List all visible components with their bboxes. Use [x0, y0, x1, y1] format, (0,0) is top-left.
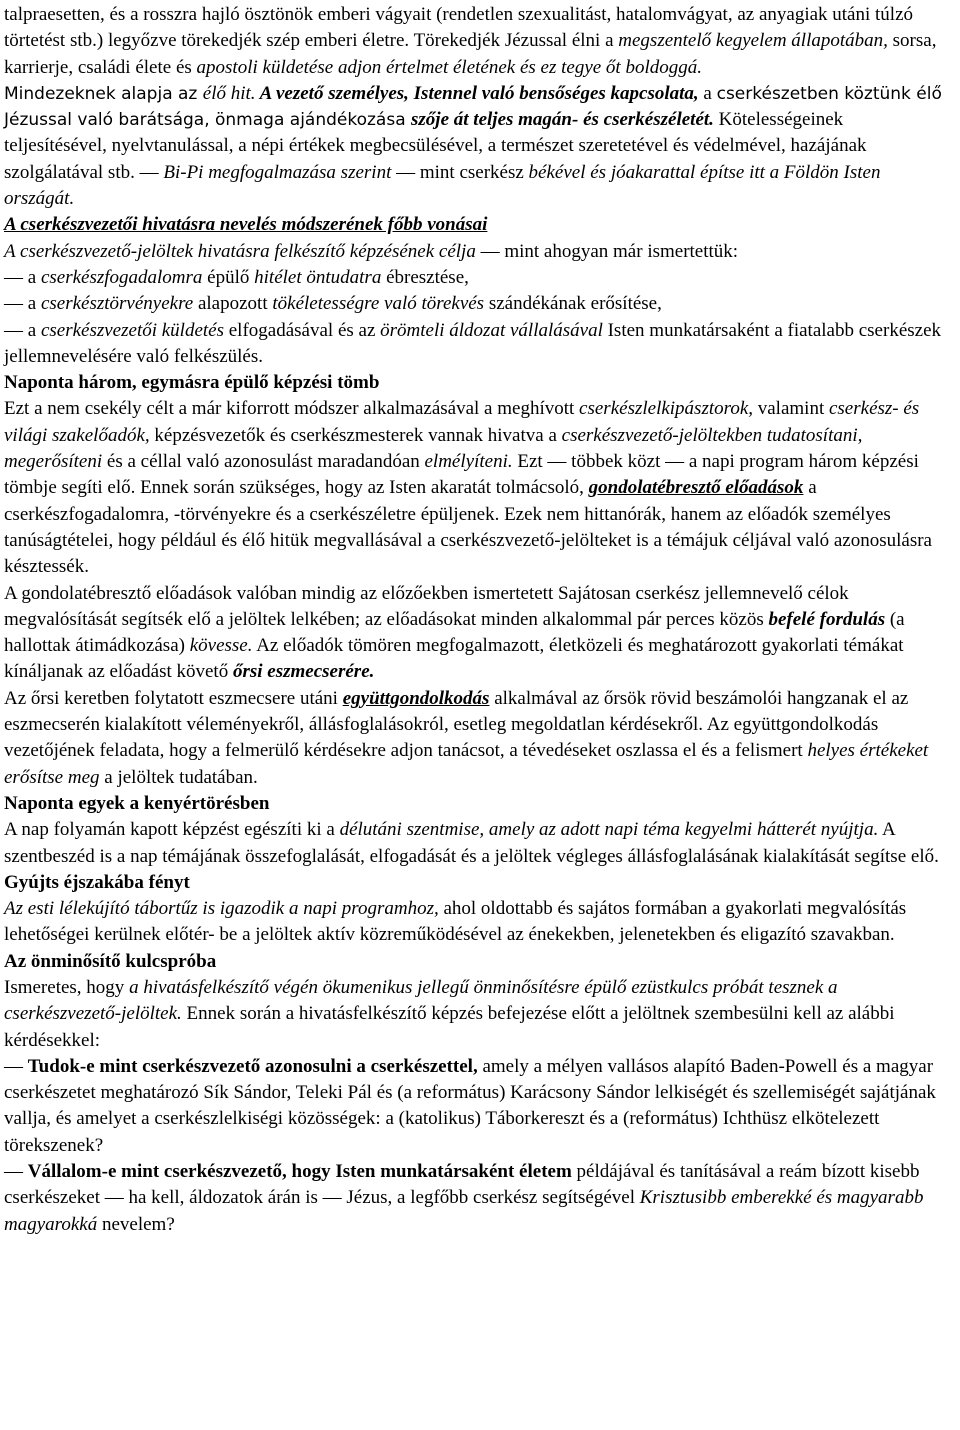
- text-run: — a: [4, 293, 41, 315]
- text-run: sorsa, karrierje, családi élete és: [4, 30, 937, 78]
- paragraph: [4, 2, 950, 81]
- text-run: A vezető személyes, Istennel való bensőséges kapcsolata,: [255, 82, 699, 104]
- paragraph: [4, 896, 950, 949]
- text-run: Mindezeknek alapja az: [4, 83, 203, 104]
- text-run: élő hit.: [202, 82, 256, 104]
- text-run: — mint cserkész: [391, 161, 529, 183]
- text-run: A gondolatébresztő előadások valóban mindig az előzőekben ismertetett Sajátosan cserkész jellemnevelő célok megvalósítását segítsék elő a jelöltek lelkében; az előadásokat minden alkalommal pár perces közös: [4, 582, 849, 630]
- text-run: együttgondolkodás: [342, 687, 490, 709]
- text-run: Az esti lélekújító tábortűz is igazodik a napi programhoz,: [4, 898, 439, 920]
- text-run: cserkészlelkipásztorok,: [579, 398, 753, 420]
- text-run: cserkésztörvényekre: [40, 293, 194, 315]
- text-run: örömteli áldozat vállalásával: [380, 319, 603, 341]
- text-run: Krisztusibb emberekké és magyarabb magyarokká: [4, 1187, 924, 1235]
- text-run: Kötelességeinek teljesítésével, nyelvtanulással, a népi értékek megbecsülésével, a természet szeretetével és védelmével, hazájának szolgálatával stb. —: [4, 109, 867, 183]
- text-run: Az önminősítő kulcspróba: [4, 950, 217, 972]
- text-run: cserkészvezető-jelöltekben tudatosítani, megerősíteni: [4, 424, 863, 473]
- paragraph: [4, 370, 950, 396]
- text-run: A szentbeszéd is a nap témájának összefoglalását, elfogadását és a jelöltek végleges állásfoglalásának kialakítását segítse elő.: [4, 819, 939, 867]
- text-run: gondolatébresztő előadások: [588, 477, 804, 499]
- text-run: (a hallottak átimádkozása): [4, 608, 905, 657]
- paragraph: [4, 81, 950, 212]
- text-run: délutáni szentmise, amely az adott napi téma kegyelmi hátterét nyújtja.: [339, 819, 879, 841]
- text-run: elfogadásával és az: [224, 319, 381, 341]
- paragraph: [4, 1159, 950, 1238]
- text-run: —: [4, 1161, 28, 1183]
- text-run: Tudok-e mint cserkészvezető azonosulni a cserkészettel,: [27, 1055, 478, 1077]
- text-run: Az őrsi keretben folytatott eszmecsere utáni: [4, 687, 343, 709]
- text-run: Naponta egyek a kenyértörésben: [4, 792, 270, 814]
- paragraph: [4, 212, 950, 238]
- text-run: Ismeretes, hogy: [4, 976, 130, 998]
- paragraph: [4, 581, 950, 686]
- text-run: Bi-Pi megfogalmazása szerint: [163, 161, 392, 183]
- paragraph: [4, 949, 950, 975]
- text-run: Naponta három, egymásra épülő képzési tömb: [4, 372, 380, 394]
- text-run: a: [698, 82, 717, 104]
- text-run: Isten munkatársaként a fiatalabb cserkészek jellemnevelésére való felkészülés.: [4, 319, 942, 367]
- text-run: helyes értékeket erősítse meg: [4, 740, 929, 788]
- text-run: cserkészfogadalomra: [40, 266, 203, 288]
- text-run: cserkészvezetői küldetés: [40, 319, 224, 341]
- text-run: szője át teljes magán- és cserkészéletét.: [411, 109, 714, 131]
- text-run: elmélyíteni.: [424, 451, 513, 473]
- paragraph: [4, 318, 950, 371]
- text-run: alapozott: [193, 293, 273, 315]
- text-run: Az előadók tömören megfogalmazott, életközeli és meghatározott gyakorlati témákat kínáljanak az előadást követő: [4, 635, 904, 683]
- text-run: — a: [4, 266, 41, 288]
- text-run: Ezt a nem csekély célt a már kiforrott módszer alkalmazásával a meghívott: [4, 398, 580, 420]
- text-run: talpraesetten, és a rosszra hajló ösztönök emberi vágyait (rendetlen szexualitást, hatalomvágyat, az anyagiak utáni túlzó törtetést stb.) legyőzve törekedjék szép emberi életre. Törekedjék Jézussal élni a: [4, 4, 914, 52]
- text-run: és a céllal való azonosulást maradandóan: [102, 451, 425, 473]
- text-run: szándékának erősítése,: [484, 293, 662, 315]
- paragraph: [4, 239, 950, 265]
- text-run: —: [4, 1055, 28, 1077]
- text-run: befelé fordulás: [768, 608, 886, 630]
- text-run: A cserkészvezetői hivatásra nevelés módszerének főbb vonásai: [4, 214, 488, 236]
- text-run: épülő: [202, 266, 255, 288]
- paragraph: [4, 291, 950, 317]
- text-run: apostoli küldetése adjon értelmet életének és ez tegye őt boldoggá.: [196, 56, 702, 78]
- text-run: Ezt — többek közt — a napi program három képzési tömbje segíti elő. Ennek során szükséges, hogy az Isten akaratát tolmácsoló,: [4, 451, 919, 499]
- text-run: tökéletességre való törekvés: [272, 293, 485, 315]
- text-run: kövesse.: [189, 635, 253, 657]
- paragraph: [4, 870, 950, 896]
- paragraph: [4, 817, 950, 870]
- text-run: valamint: [753, 398, 829, 420]
- paragraph: [4, 265, 950, 291]
- text-run: — mint ahogyan már ismertettük:: [475, 240, 739, 262]
- paragraph: [4, 396, 950, 580]
- text-run: cserkészetben köztünk élő Jézussal való barátsága, önmaga ajándékozása: [4, 83, 942, 131]
- text-run: Ennek során a hivatásfelkészítő képzés befejezése előtt a jelöltnek szembesülni kell az alábbi kérdésekkel:: [4, 1003, 895, 1051]
- paragraph: [4, 791, 950, 817]
- text-run: A nap folyamán kapott képzést egészíti ki a: [4, 819, 340, 841]
- text-run: Gyújts éjszakába fényt: [4, 871, 190, 893]
- text-run: ahol oldottabb és sajátos formában a gyakorlati megvalósítás lehetőségei kerülnek előtér- be a jelöltek aktív közreműködésével az énekekben, jelenetekben és eligazító szavakban.: [4, 898, 907, 946]
- text-run: nevelem?: [97, 1213, 175, 1235]
- paragraph: [4, 686, 950, 791]
- text-run: cserkész- és világi szakelőadók,: [4, 398, 920, 446]
- paragraph: [4, 975, 950, 1054]
- text-run: hitélet öntudatra: [254, 266, 382, 288]
- text-run: a hivatásfelkészítő végén ökumenikus jellegű önminősítésre épülő ezüstkulcs próbát tesznek a cserkészvezető-jelöltek.: [4, 976, 838, 1025]
- text-run: ébresztése,: [381, 266, 469, 288]
- text-run: alkalmával az őrsök rövid beszámolói hangzanak el az eszmecserén kialakított véleményekről, állásfoglalásokról, esetleg megoldatlan kérdésekről. Az együttgondolkodás vezetőjének feladata, hogy a felmerülő kérdésekre adjon tanácsot, a tévedéseket oszlassa el és a felismert: [4, 687, 909, 762]
- text-run: békével és jóakarattal építse itt a Földön Isten országát.: [4, 161, 881, 210]
- text-run: a jelöltek tudatában.: [99, 766, 258, 788]
- text-run: — a: [4, 319, 41, 341]
- text-run: megszentelő kegyelem állapotában,: [618, 30, 888, 52]
- text-run: őrsi eszmecserére.: [232, 661, 375, 683]
- text-run: a cserkészfogadalomra, -törvényekre és a cserkészéletre épüljenek. Ezek nem hittanórák, hanem az előadók személyes tanúságtételei, hogy például és élő hitük megvallásával a cserkészvezető-jelölteket is a témájuk céljával való azonosulásra késztessék.: [4, 477, 932, 578]
- text-run: Vállalom-e mint cserkészvezető, hogy Isten munkatársaként életem: [27, 1161, 572, 1183]
- text-run: A cserkészvezető-jelöltek hivatásra felkészítő képzésének célja: [4, 240, 476, 262]
- text-run: példájával és tanításával a reám bízott kisebb cserkészeket — ha kell, áldozatok árán is — Jézus, a legfőbb cserkész segítségével: [4, 1161, 920, 1209]
- text-run: amely a mélyen vallásos alapító Baden-Powell és a magyar cserkészetet meghatározó Sík Sándor, Teleki Pál és (a református) Karácsony Sándor lelkiségét és szellemiségét sajátjának vallja, és amelyet a cserkészlelkiségi közösségek: a (katolikus) Táborkereszt és a (református) Ichthüsz elkötelezett törekszenek?: [4, 1055, 936, 1156]
- paragraph: [4, 1054, 950, 1159]
- text-run: képzésvezetők és cserkészmesterek vannak hivatva a: [149, 424, 562, 446]
